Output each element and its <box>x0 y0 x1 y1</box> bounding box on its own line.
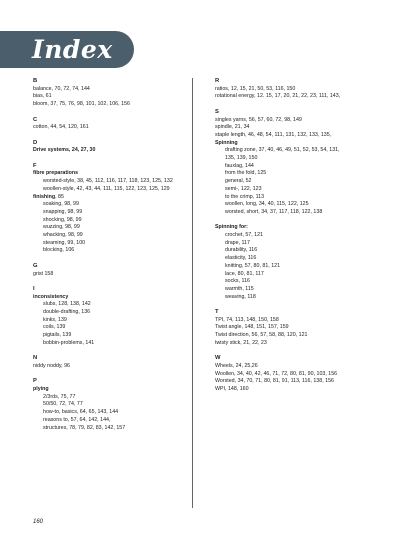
index-subentry: kinks, 139 <box>43 316 67 323</box>
index-entry-term: finishing <box>33 193 56 200</box>
index-subentry: fauxlag, 144 <box>225 162 254 169</box>
spacer <box>215 217 375 225</box>
index-entry: Spinning <box>215 139 238 146</box>
index-entry: WPI, 148, 160 <box>215 386 249 393</box>
index-subentry: weaving, 118 <box>225 293 256 300</box>
index-entry: rotational energy, 12. 15, 17, 20, 21, 22, 23, 111, 143, <box>215 93 341 100</box>
index-entry: Twist angle, 148, 151, 157, 159 <box>215 324 289 331</box>
index-subentry: how-to, basics, 64, 65, 143, 144 <box>43 409 119 416</box>
index-subentry: woollen-style, 42, 43, 44, 111, 115, 122, 123, 125, 129 <box>43 185 170 192</box>
index-letter-heading: R <box>215 78 220 84</box>
index-subentry: pigtails, 139 <box>43 332 72 339</box>
index-letter-heading: G <box>33 262 38 269</box>
index-banner <box>0 31 134 68</box>
index-entry: TPI, 74, 113, 148, 150, 158 <box>215 316 279 323</box>
page-number: 160 <box>33 519 44 525</box>
index-entry: fibre preparations <box>33 170 79 177</box>
column-divider <box>192 78 193 508</box>
index-letter-heading: I <box>33 285 35 292</box>
index-subentry: lace, 80, 81, 117 <box>225 270 264 277</box>
index-subentry: semi-, 122, 123 <box>225 185 262 192</box>
index-entry: plying <box>33 386 49 393</box>
index-entry-pages: , 85 <box>55 193 64 200</box>
index-subentry: soaking, 98, 99 <box>43 201 79 208</box>
index-entry: balance, 70, 72, 74, 144 <box>33 85 90 92</box>
index-subentry: from the fold, 125 <box>225 170 267 177</box>
index-subentry: drafting zone, 37, 40, 46, 49, 51, 52, 53, 54, 131, <box>225 147 340 154</box>
index-entry: Worsted, 34, 70, 71, 80, 81, 91, 113, 116, 138, 156 <box>215 378 334 385</box>
index-letter-heading: W <box>215 355 221 362</box>
index-letter-heading: C <box>33 116 38 123</box>
index-entry: Wheels, 24, 25,26 <box>215 362 258 369</box>
page-title: Index <box>32 35 113 64</box>
index-letter-heading: S <box>215 108 219 115</box>
index-subentry: to the crimp, 113 <box>225 193 265 200</box>
index-entry: inconsistency <box>33 293 69 300</box>
index-entry <box>33 194 183 202</box>
index-subentry: worsted-style, 38, 45, 112, 116, 117, 118, 123, 125, 132 <box>43 178 173 185</box>
index-column-right <box>215 78 375 394</box>
index-entry: Spinning for: <box>215 224 248 231</box>
index-subentry: whacking, 98, 99 <box>43 232 83 239</box>
index-subentry: warmth, 115 <box>225 285 254 292</box>
index-subentry: slubs, 128, 138, 142 <box>43 301 91 308</box>
index-letter-heading: P <box>33 378 37 385</box>
index-entry: singles yarns, 56, 57, 60, 72, 98, 149 <box>215 116 302 123</box>
index-subentry: wuzzing, 98, 99 <box>43 224 80 231</box>
index-entry: bloom, 37, 75, 76, 98, 101, 102, 106, 156 <box>33 101 130 108</box>
index-subentry: knitting, 57, 80, 81, 121 <box>225 262 281 269</box>
index-subentry: 135, 139, 150 <box>225 155 258 162</box>
index-entry: bias, 61 <box>33 93 52 100</box>
index-subentry: shocking, 98, 99 <box>43 216 82 223</box>
index-subentry: bobbin-problems, 141 <box>43 339 95 346</box>
index-letter-heading: B <box>33 78 38 84</box>
index-subentry: elasticity, 116 <box>225 255 257 262</box>
index-letter-heading: F <box>33 162 37 169</box>
index-subentry: reasons to, 57, 64, 142, 144, <box>43 416 111 423</box>
index-entry: ratios, 12, 15, 21, 50, 53, 116, 150 <box>215 85 296 92</box>
index-subentry: snapping, 98, 99 <box>43 208 83 215</box>
index-subentry: 2/3rds, 75, 77 <box>43 393 76 400</box>
index-subentry: socks, 116 <box>225 278 250 285</box>
index-entry: cotton, 44, 54, 120, 161 <box>33 124 89 131</box>
index-subentry: 50/50, 72, 74, 77 <box>43 401 83 408</box>
index-subentry: structures, 78, 79, 82, 83, 142, 157 <box>43 424 126 431</box>
index-subentry: general, 52 <box>225 178 252 185</box>
index-entry: Woollen, 34, 40, 42, 46, 71, 72, 80, 81, 90, 103, 156 <box>215 370 338 377</box>
index-entry: spindle, 21, 34 <box>215 124 250 131</box>
index-subentry: crochet, 57, 121 <box>225 232 263 239</box>
index-entry: staple length, 46, 48, 54, 111, 131, 132, 133, 135, <box>215 131 332 138</box>
index-letter-heading: T <box>215 309 219 316</box>
index-entry: Twist direction, 56, 57, 58, 88, 120, 121 <box>215 332 308 339</box>
index-entry: niddy noddy, 96 <box>33 362 71 369</box>
index-entry: twisty stick, 21, 22, 23 <box>215 339 267 346</box>
index-column-left <box>33 78 183 432</box>
index-letter-heading: N <box>33 355 38 362</box>
index-subentry: woollen, long, 34, 40, 115, 122, 125 <box>225 201 309 208</box>
index-subentry: drape, 117 <box>225 239 250 246</box>
index-entry: Drive systems, 24, 27, 30 <box>33 147 96 154</box>
index-letter-heading: D <box>33 139 38 146</box>
index-subentry: blocking, 106 <box>43 247 75 254</box>
index-subentry: steaming, 99, 100 <box>43 239 86 246</box>
index-entry: grist 158 <box>33 270 54 277</box>
index-subentry: durability, 116 <box>225 247 258 254</box>
index-subentry: double-drafting, 136 <box>43 309 91 316</box>
index-subentry: worsted, short, 34, 37, 117, 118, 122, 138 <box>225 208 323 215</box>
index-subentry: coils, 139 <box>43 324 66 331</box>
